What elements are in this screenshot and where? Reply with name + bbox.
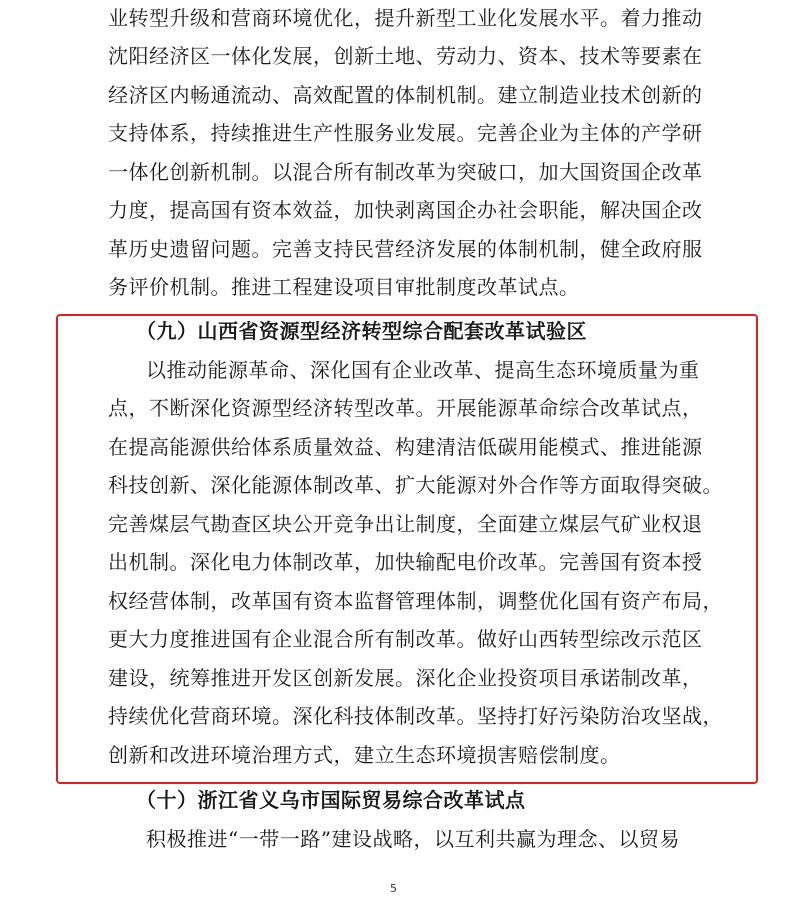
text-line: 持续优化营商环境。深化科技体制改革。坚持打好污染防治攻坚战， bbox=[108, 704, 723, 728]
text-line: 创新和改进环境治理方式，建立生态环境损害赔偿制度。 bbox=[108, 743, 621, 767]
section-10-heading: （十）浙江省义乌市国际贸易综合改革试点 bbox=[136, 788, 526, 812]
text-line: 沈阳经济区一体化发展，创新土地、劳动力、资本、技术等要素在 bbox=[108, 44, 703, 68]
text-line: 业转型升级和营商环境优化，提升新型工业化发展水平。着力推动 bbox=[108, 6, 703, 30]
text-line: 以推动能源革命、深化国有企业改革、提高生态环境质量为重 bbox=[146, 358, 700, 382]
text-line: 务评价机制。推进工程建设项目审批制度改革试点。 bbox=[108, 275, 580, 299]
page-number: 5 bbox=[390, 882, 397, 895]
text-line: 出机制。深化电力体制改革，加快输配电价改革。完善国有资本授 bbox=[108, 550, 703, 574]
text-line: 在提高能源供给体系质量效益、构建清洁低碳用能模式、推进能源 bbox=[108, 435, 703, 459]
text-line: 一体化创新机制。以混合所有制改革为突破口，加大国资国企改革 bbox=[108, 160, 703, 184]
text-line: 革历史遗留问题。完善支持民营经济发展的体制机制，健全政府服 bbox=[108, 237, 703, 261]
text-line: 完善煤层气勘查区块公开竞争出让制度，全面建立煤层气矿业权退 bbox=[108, 512, 703, 536]
text-line: 支持体系，持续推进生产性服务业发展。完善企业为主体的产学研 bbox=[108, 121, 703, 145]
text-line: 权经营体制，改革国有资本监督管理体制，调整优化国有资产布局， bbox=[108, 589, 723, 613]
text-line: 建设，统筹推进开发区创新发展。深化企业投资项目承诺制改革， bbox=[108, 666, 703, 690]
section-9-heading: （九）山西省资源型经济转型综合配套改革试验区 bbox=[136, 319, 587, 343]
text-line: 点，不断深化资源型经济转型改革。开展能源革命综合改革试点， bbox=[108, 396, 703, 420]
text-line: 力度，提高国有资本效益，加快剥离国企办社会职能，解决国企改 bbox=[108, 198, 703, 222]
text-line: 科技创新、深化能源体制改革、扩大能源对外合作等方面取得突破。 bbox=[108, 473, 723, 497]
text-line: 积极推进“一带一路”建设战略，以互利共赢为理念、以贸易 bbox=[146, 827, 680, 851]
text-line: 更大力度推进国有企业混合所有制改革。做好山西转型综改示范区 bbox=[108, 627, 703, 651]
text-line: 经济区内畅通流动、高效配置的体制机制。建立制造业技术创新的 bbox=[108, 83, 703, 107]
